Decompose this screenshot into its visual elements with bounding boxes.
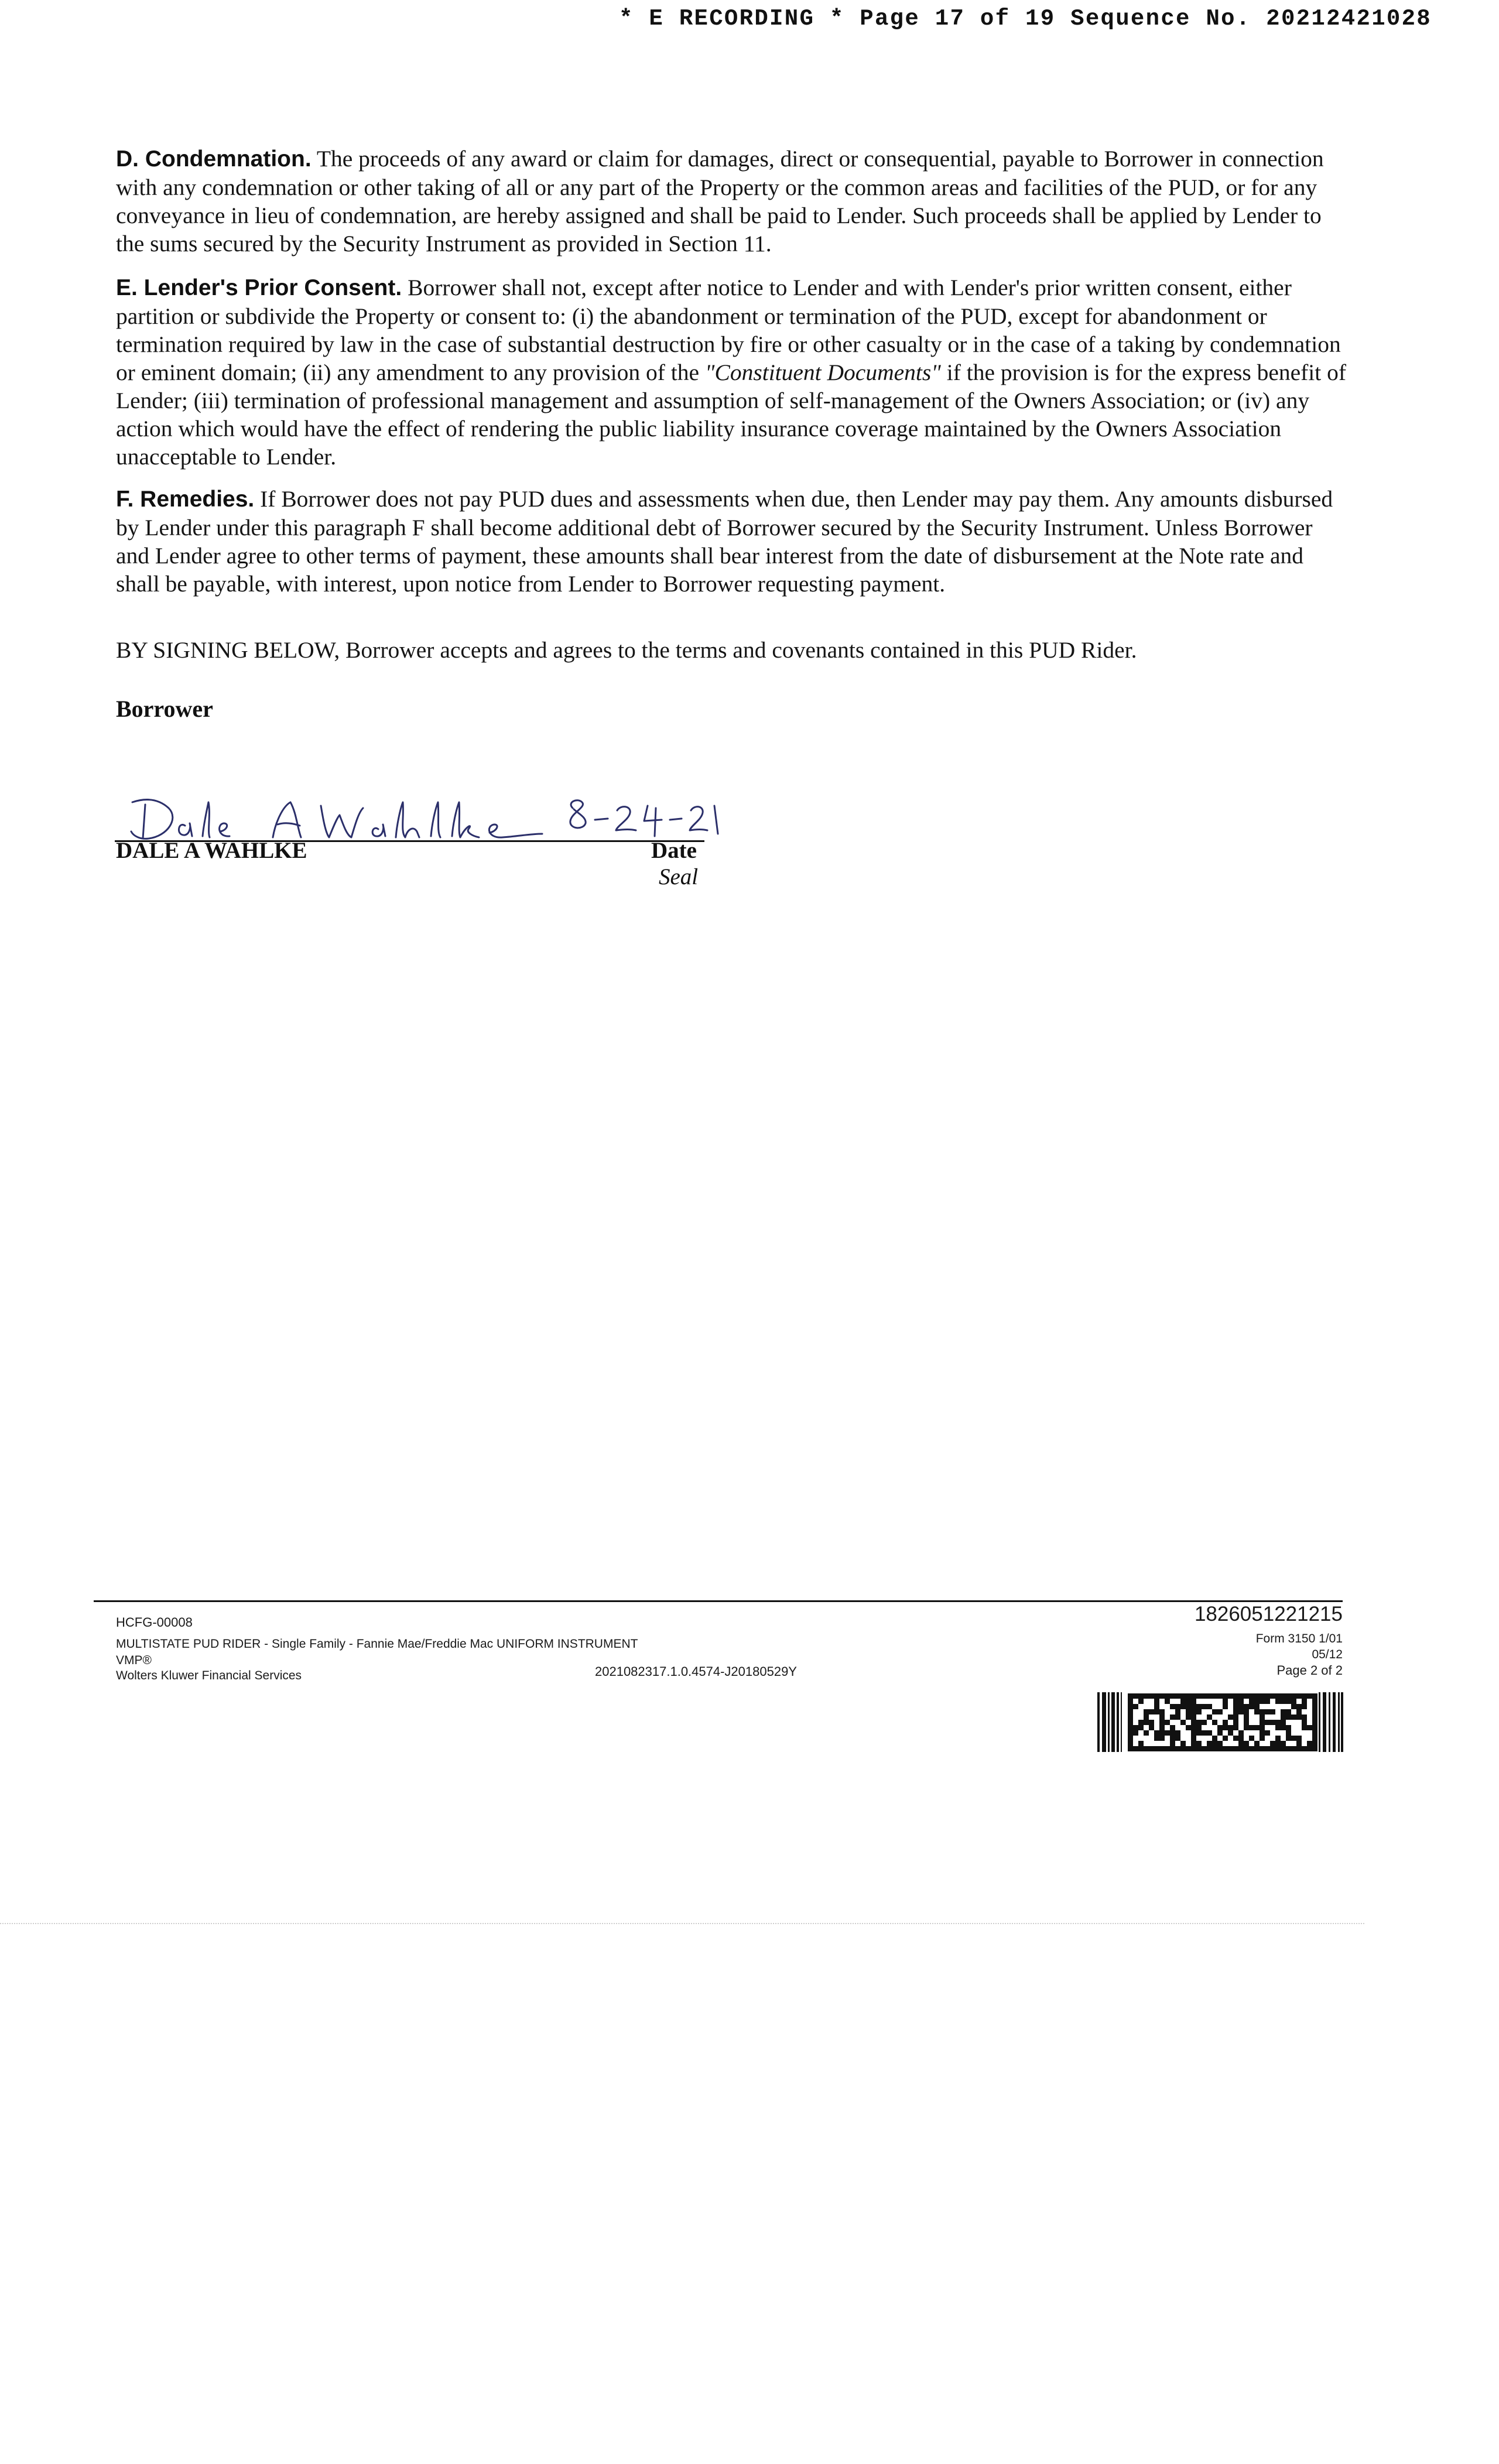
- borrower-label: Borrower: [116, 696, 213, 722]
- scan-artifact-line: [0, 1923, 1364, 1924]
- section-f-text: If Borrower does not pay PUD dues and assessments when due, then Lender may pay them. Any amounts disbursed by Lender under this paragraph F shall become additional debt of Borrower secured by the Security Instrument. Unless Borrower and Lender agree to other terms of payment, these amounts shall bear interest from the date of disbursement at the Note rate and shall be payable, with interest, upon notice from Lender to Borrower requesting payment.: [116, 486, 1333, 597]
- footer-page-number: Page 2 of 2: [1276, 1663, 1343, 1678]
- seal-label: Seal: [659, 864, 699, 889]
- document-barcode: [1097, 1692, 1343, 1752]
- section-f-remedies: [116, 485, 1351, 598]
- footer-form-title: MULTISTATE PUD RIDER - Single Family - Fannie Mae/Freddie Mac UNIFORM INSTRUMENT: [116, 1637, 638, 1651]
- section-d-heading: D. Condemnation.: [116, 146, 312, 172]
- signing-text: Borrower accepts and agrees to the terms and covenants contained in this PUD Rider.: [345, 637, 1137, 663]
- footer-company: Wolters Kluwer Financial Services: [116, 1669, 302, 1682]
- section-e-lenders-prior-consent: [116, 273, 1351, 471]
- signing-lead: BY SIGNING BELOW,: [116, 637, 340, 663]
- date-label: Date: [651, 838, 697, 863]
- footer-form-number: Form 3150 1/01: [1255, 1632, 1343, 1645]
- section-d-condemnation: [116, 145, 1351, 258]
- signing-statement: [116, 636, 1351, 664]
- footer-code: HCFG-00008: [116, 1615, 193, 1630]
- section-f-heading: F. Remedies.: [116, 487, 255, 512]
- section-e-text-before: Borrower shall not, except after notice to Lender and with Lender's prior written consent, either partition or subdivide the Property or consent to: (i) the abandonment or termination of the PUD, except for abandonment or termination required by law in the case of substantial destruction by fire or other casualty or in the case of a taking by condemnation or eminent domain; (ii) any amendment to any provision of the: [116, 275, 1341, 385]
- footer-tracking-number: 2021082317.1.0.4574-J20180529Y: [595, 1664, 797, 1679]
- borrower-printed-name: DALE A WAHLKE: [116, 838, 307, 863]
- footer-rule: [94, 1600, 1343, 1602]
- recording-header: * E RECORDING * Page 17 of 19 Sequence No. 20212421028: [619, 6, 1432, 32]
- section-e-heading: E. Lender's Prior Consent.: [116, 275, 402, 300]
- section-e-constituent-documents: "Constituent Documents": [704, 360, 941, 385]
- section-e-text-after: if the provision is for the express benefit of Lender; (iii) termination of professional management and assumption of self-management of the Owners Association; or (iv) any action which would have the effect of rendering the public liability insurance coverage maintained by the Owners Association unacceptable to Lender.: [116, 360, 1347, 470]
- footer-revision: 05/12: [1312, 1648, 1343, 1661]
- section-d-text: The proceeds of any award or claim for damages, direct or consequential, payable to Borrower in connection with any condemnation or other taking of all or any part of the Property or the common areas and facilities of the PUD, or for any conveyance in lieu of condemnation, are hereby assigned and shall be paid to Lender. Such proceeds shall be applied by Lender to the sums secured by the Security Instrument as provided in Section 11.: [116, 146, 1324, 256]
- footer-loan-number: 1826051221215: [1194, 1603, 1343, 1625]
- footer-vmp: VMP®: [116, 1654, 152, 1667]
